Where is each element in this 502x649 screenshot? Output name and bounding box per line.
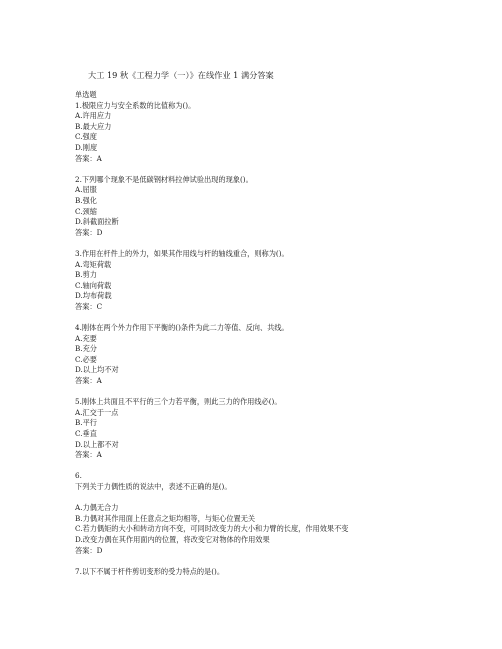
question-stem: 5.刚体上共面且不平行的三个力若平衡，则此三力的作用线必()。 bbox=[75, 397, 282, 407]
answer-line: 答案：A bbox=[75, 153, 102, 163]
question-block bbox=[75, 397, 485, 461]
option-a: A.屈服 bbox=[75, 185, 97, 195]
document-title: 大工 19 秋《工程力学（一）》在线作业 1 满分答案 bbox=[88, 70, 274, 80]
option-a: A.汇交于一点 bbox=[75, 407, 119, 417]
option-d: D.以上都不对 bbox=[75, 439, 119, 449]
option-d: D.改变力偶在其作用面内的位置，将改变它对物体的作用效果 bbox=[75, 534, 270, 544]
question-stem: 3.作用在杆件上的外力，如果其作用线与杆的轴线重合，则称为()。 bbox=[75, 248, 289, 258]
question-block bbox=[75, 249, 485, 313]
question-block bbox=[75, 175, 485, 239]
option-b: B.最大应力 bbox=[75, 121, 112, 131]
option-a: A.许用应力 bbox=[75, 111, 112, 121]
option-a: A.充要 bbox=[75, 333, 97, 343]
option-c: C.必要 bbox=[75, 354, 97, 364]
option-d: D.均布荷载 bbox=[75, 291, 112, 301]
option-d: D.刚度 bbox=[75, 142, 98, 152]
option-d: D.以上均不对 bbox=[75, 365, 119, 375]
question-stem: 2.下列哪个现象不是低碳钢材料拉伸试验出现的现象()。 bbox=[75, 174, 253, 184]
option-a: A.力偶无合力 bbox=[75, 503, 119, 513]
question-stem: 1.极限应力与安全系数的比值称为()。 bbox=[75, 100, 196, 110]
question-number: 6. bbox=[75, 471, 82, 481]
question-stem: 7.以下不属于杆件剪切变形的受力特点的是()。 bbox=[75, 566, 225, 576]
question-stem: 下列关于力偶性质的说法中，表述不正确的是()。 bbox=[75, 481, 232, 491]
option-b: B.强化 bbox=[75, 195, 97, 205]
answer-line: 答案：A bbox=[75, 450, 102, 460]
option-b: B.剪力 bbox=[75, 270, 97, 280]
document-body bbox=[75, 90, 485, 577]
option-b: B.平行 bbox=[75, 418, 97, 428]
option-b: B.力偶对其作用面上任意点之矩均相等，与矩心位置无关 bbox=[75, 513, 256, 523]
question-block bbox=[75, 101, 485, 165]
question-block bbox=[75, 471, 485, 556]
option-d: D.斜截面拉断 bbox=[75, 217, 119, 227]
option-c: C.垂直 bbox=[75, 429, 97, 438]
answer-line: 答案：C bbox=[75, 301, 103, 311]
answer-line: 答案：D bbox=[75, 227, 103, 237]
answer-line: 答案：D bbox=[75, 545, 103, 555]
question-block bbox=[75, 323, 485, 387]
option-a: A.弯矩荷载 bbox=[75, 259, 112, 269]
option-c: C.颈缩 bbox=[75, 206, 97, 216]
option-c: C.轴向荷载 bbox=[75, 280, 112, 290]
option-b: B.充分 bbox=[75, 344, 97, 354]
answer-line: 答案：A bbox=[75, 376, 102, 386]
section-heading: 单选题 bbox=[75, 90, 97, 99]
option-c: C.强度 bbox=[75, 132, 97, 142]
question-stem: 4.刚体在两个外力作用下平衡的()条件为此二力等值、反向、共线。 bbox=[75, 323, 289, 333]
question-block bbox=[75, 567, 485, 578]
blank-line bbox=[75, 493, 485, 504]
option-c: C.若力偶矩的大小和转动方向不变，可同时改变力的大小和力臂的长度，作用效果不变 bbox=[75, 524, 349, 534]
